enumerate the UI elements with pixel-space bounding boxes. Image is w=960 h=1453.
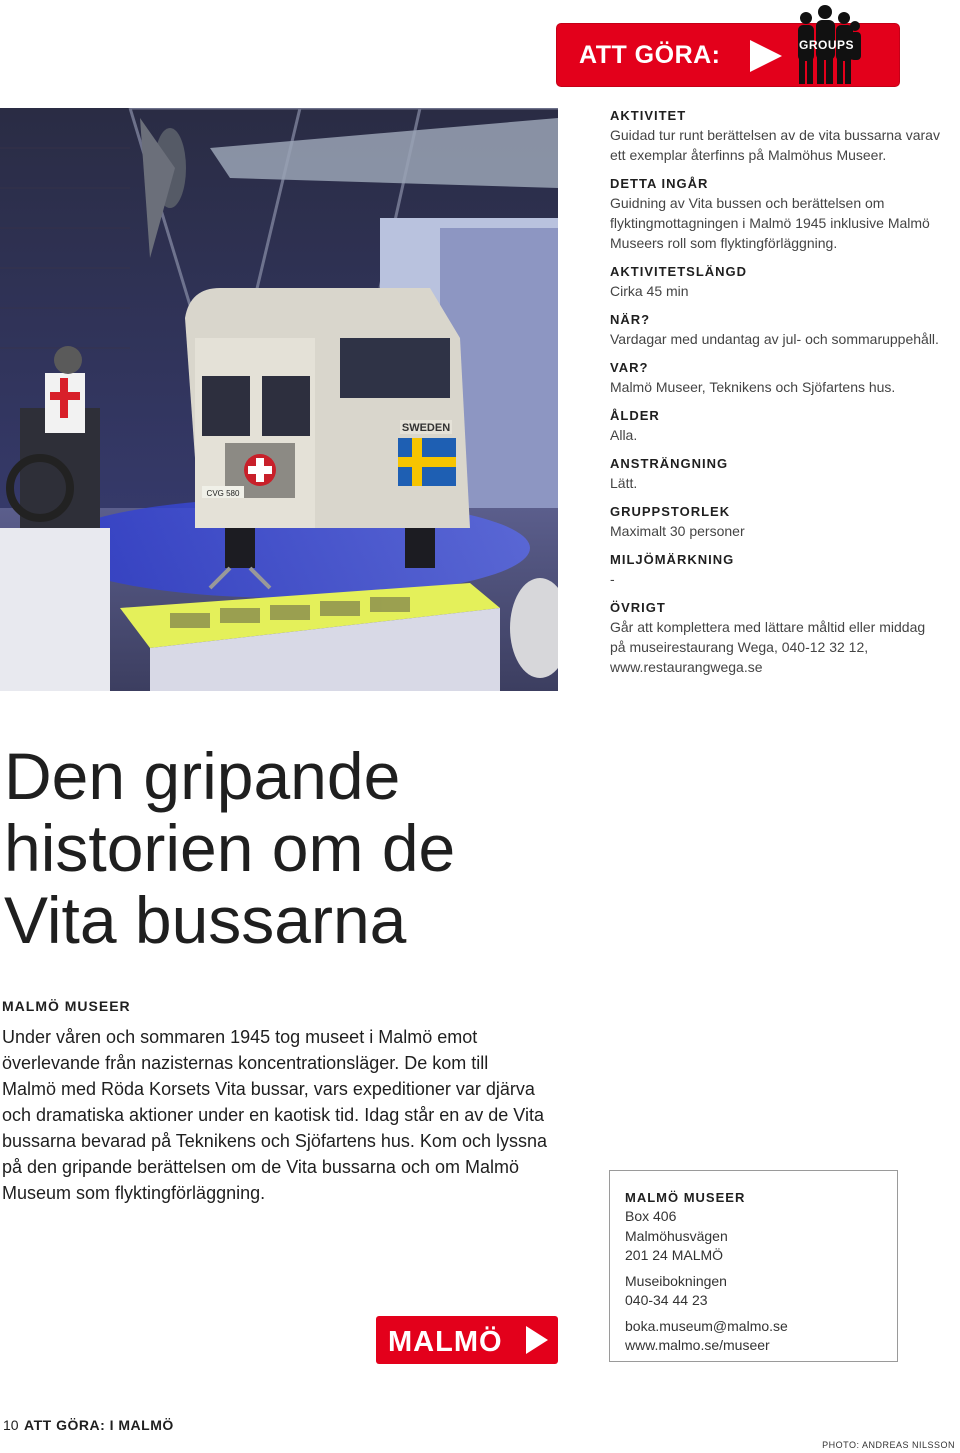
info-label: VAR? xyxy=(610,360,649,375)
contact-box xyxy=(609,1170,898,1362)
info-value: - xyxy=(610,571,615,587)
play-arrow-icon xyxy=(748,39,784,73)
banner-title: ATT GÖRA: xyxy=(579,41,721,69)
info-miljomarkning xyxy=(610,550,940,589)
info-label: ANSTRÄNGNING xyxy=(610,456,729,471)
info-value: Alla. xyxy=(610,427,638,443)
museum-photo xyxy=(0,108,558,691)
white-bus-exhibit-image xyxy=(0,108,558,691)
contact-address-line: Malmöhusvägen xyxy=(625,1227,728,1244)
article-body: Under våren och sommaren 1945 tog museet i Malmö emot överlevande från nazisternas koncentrationsläger. De kom till Malmö med Röda Korsets Vita bussar, vars expeditioner var djärva och dramatiska aktioner under en kaotisk tid. Idag står en av de Vita bussarna bevarad på Teknikens och Sjöfartens hus. Kom och lyssna på den gripande berättelsen om de Vita bussarna och om Malmö Museum som flyktingförläggning. xyxy=(2,1027,547,1203)
info-value: Vardagar med undantag av jul- och sommaruppehåll. xyxy=(610,331,939,347)
info-label: MILJÖMÄRKNING xyxy=(610,552,735,567)
info-aktivitetslangd xyxy=(610,262,940,301)
article-org-label: MALMÖ MUSEER xyxy=(2,998,131,1014)
contact-phone: 040-34 44 23 xyxy=(625,1292,708,1308)
photo-credit: PHOTO: ANDREAS NILSSON xyxy=(822,1440,955,1450)
title-line-1: Den gripande xyxy=(4,739,401,813)
info-label: AKTIVITETSLÄNGD xyxy=(610,264,748,279)
info-label: AKTIVITET xyxy=(610,108,687,123)
groups-badge: GROUPS xyxy=(799,38,855,52)
info-value: Guidad tur runt berättelsen av de vita bussarna varav ett exemplar återfinns på Malmöhus Museer. xyxy=(610,127,940,163)
info-value: Guidning av Vita bussen och berättelsen om flyktingmottagningen i Malmö 1945 inklusive Malmö Museers roll som flyktingförläggning. xyxy=(610,195,930,251)
info-label: NÄR? xyxy=(610,312,651,327)
info-value: Cirka 45 min xyxy=(610,283,689,299)
info-alder xyxy=(610,406,940,445)
page-number: 10 xyxy=(3,1417,19,1433)
bus-sign-text: SWEDEN xyxy=(401,422,451,434)
contact-address-line: Box 406 xyxy=(625,1208,677,1224)
info-anstrangning xyxy=(610,454,940,493)
info-detta-ingar xyxy=(610,174,940,253)
info-label: ÅLDER xyxy=(610,408,660,423)
info-label: DETTA INGÅR xyxy=(610,176,709,191)
info-value: Går att komplettera med lättare måltid eller middag på museirestaurang Wega, 040-12 32 12, www.restaurangwega.se xyxy=(610,619,926,675)
contact-website-link[interactable]: www.malmo.se/museer xyxy=(625,1337,770,1353)
contact-booking-label: Museibokningen xyxy=(625,1272,727,1289)
license-plate: CVG 580 xyxy=(206,489,240,498)
info-aktivitet xyxy=(610,106,940,165)
info-label: ÖVRIGT xyxy=(610,600,666,615)
activity-info xyxy=(610,106,940,686)
contact-email-link[interactable]: boka.museum@malmo.se xyxy=(625,1317,788,1334)
title-line-2: historien om de xyxy=(4,811,456,885)
info-nar xyxy=(610,310,940,349)
info-value: Malmö Museer, Teknikens och Sjöfartens hus. xyxy=(610,379,896,395)
info-value: Maximalt 30 personer xyxy=(610,523,745,539)
contact-address-line: 201 24 MALMÖ xyxy=(625,1247,724,1263)
header-banner xyxy=(557,24,899,86)
info-value: Lätt. xyxy=(610,475,638,491)
contact-org: MALMÖ MUSEER xyxy=(625,1190,746,1205)
title-line-3: Vita bussarna xyxy=(4,883,407,957)
logo-text: MALMÖ xyxy=(388,1326,503,1358)
section-title: ATT GÖRA: I MALMÖ xyxy=(24,1417,174,1433)
malmo-logo xyxy=(376,1316,558,1364)
info-ovrigt xyxy=(610,598,940,677)
info-label: GRUPPSTORLEK xyxy=(610,504,731,519)
info-var xyxy=(610,358,940,397)
info-gruppstorlek xyxy=(610,502,940,541)
page-title xyxy=(4,740,564,956)
